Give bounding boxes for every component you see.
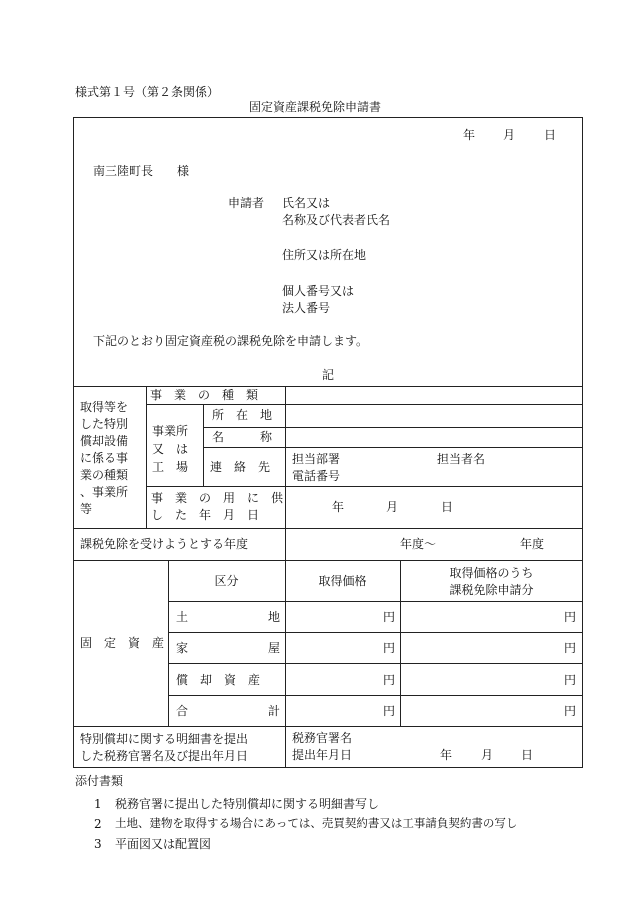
applicant-label: 申請者 — [228, 196, 265, 210]
yen-unit: 円 — [563, 673, 576, 687]
fixed-assets-label: 固 定 資 産 — [80, 636, 165, 650]
category-header: 区分 — [214, 574, 239, 588]
date-year: 年 — [463, 128, 476, 142]
ki-label: 記 — [322, 368, 335, 382]
yen-unit: 円 — [382, 641, 395, 655]
attachment-item: 税務官署に提出した特別償却に関する明細書写し — [115, 797, 380, 811]
exempt-header: 取得価格のうち 課税免除申請分 — [449, 566, 534, 597]
applicant-address-label: 住所又は所在地 — [282, 248, 367, 262]
applicant-name-label-2: 名称及び代表者氏名 — [282, 213, 391, 227]
applicant-id-label: 個人番号又は — [282, 284, 355, 298]
addressee: 南三陸町長 様 — [93, 164, 190, 178]
yen-unit: 円 — [382, 610, 395, 624]
fiscal-year-label: 課税免除を受けようとする年度 — [80, 537, 249, 551]
applicant-name-label: 氏名又は — [282, 196, 331, 210]
price-header: 取得価格 — [318, 574, 367, 588]
office-name-label: 名 称 — [212, 430, 273, 444]
table-row: 合 計 — [176, 704, 280, 718]
table-row: 土 地 — [176, 610, 280, 624]
submit-date-day: 日 — [521, 748, 534, 762]
submit-date-year: 年 — [440, 748, 453, 762]
form-title: 固定資産課税免除申請書 — [248, 100, 381, 114]
date-day: 日 — [544, 128, 557, 142]
phone-label: 電話番号 — [292, 469, 341, 483]
date-month: 月 — [503, 128, 516, 142]
attachment-item: 平面図又は配置図 — [115, 837, 212, 851]
use-date-month: 月 — [386, 500, 399, 514]
use-date-day: 日 — [441, 500, 454, 514]
applicant-id-label-2: 法人番号 — [282, 301, 331, 315]
yen-unit: 円 — [382, 704, 395, 718]
contact-label: 連 絡 先 — [210, 460, 271, 474]
use-date-label: 事 業 の 用 に 供 し た 年 月 日 — [151, 491, 284, 522]
tax-office-label: 特別償却に関する明細書を提出 した税務官署名及び提出年月日 — [80, 732, 249, 763]
location-label: 所 在 地 — [212, 408, 273, 422]
use-date-year: 年 — [332, 500, 345, 514]
tax-office-name-label: 税務官署名 — [292, 731, 353, 745]
yen-unit: 円 — [382, 673, 395, 687]
statement: 下記のとおり固定資産税の課税免除を申請します。 — [93, 334, 369, 348]
person-label: 担当者名 — [437, 452, 486, 466]
table-row: 家 屋 — [176, 641, 280, 655]
yen-unit: 円 — [563, 641, 576, 655]
fiscal-year-from: 年度～ — [400, 537, 437, 551]
attachment-item: 土地、建物を取得する場合にあっては、売買契約書又は工事請負契約書の写し — [115, 816, 518, 830]
attachment-no: 2 — [94, 817, 102, 831]
fiscal-year-to: 年度 — [520, 537, 545, 551]
submit-date-label: 提出年月日 — [292, 748, 353, 762]
attachments-title: 添付書類 — [75, 774, 124, 788]
equipment-side-label: 取得等を した特別 償却設備 に係る事 業の種類 、事業所 等 — [80, 400, 129, 516]
business-type-label: 事 業 の 種 類 — [150, 388, 259, 402]
yen-unit: 円 — [563, 610, 576, 624]
office-label: 事業所 又 は 工 場 — [152, 424, 189, 474]
table-row: 償 却 資 産 — [176, 673, 261, 687]
submit-date-month: 月 — [481, 748, 494, 762]
attachment-no: 1 — [94, 797, 102, 811]
dept-label: 担当部署 — [292, 452, 341, 466]
form-number: 様式第１号（第２条関係） — [75, 85, 220, 99]
attachment-no: 3 — [94, 837, 102, 851]
yen-unit: 円 — [563, 704, 576, 718]
